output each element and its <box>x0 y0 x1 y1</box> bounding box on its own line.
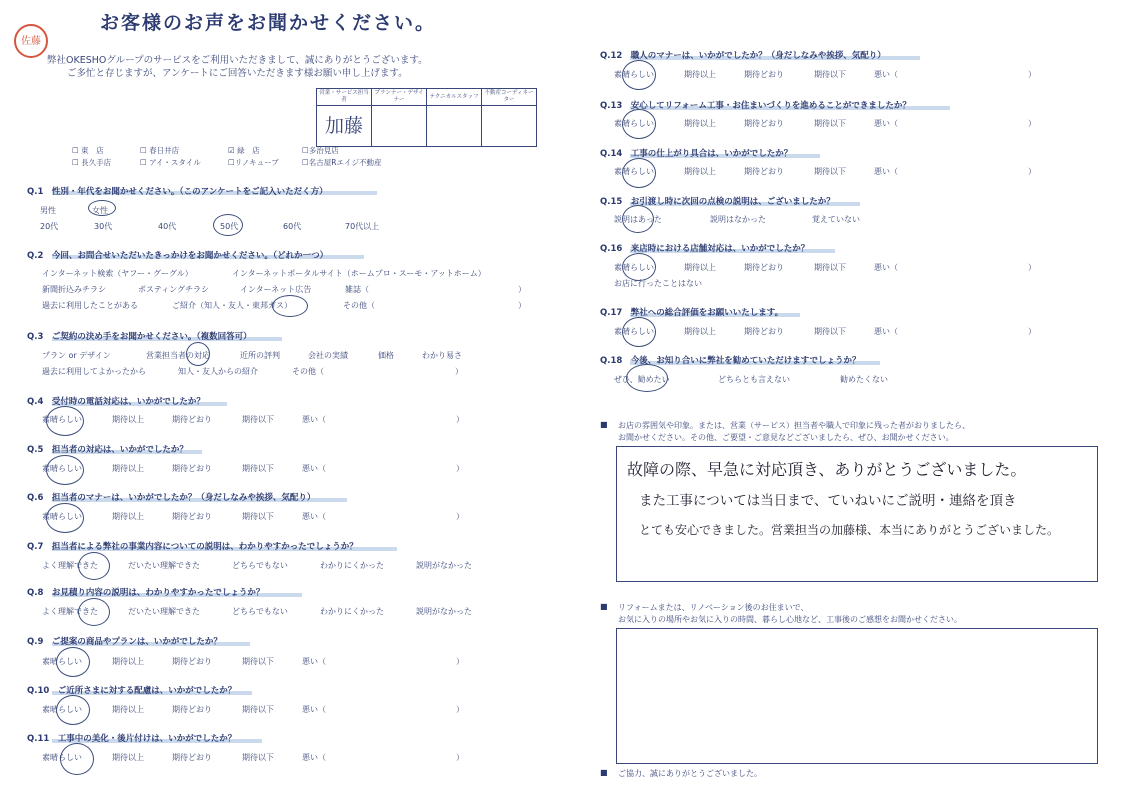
q12-excellent-circle <box>622 60 656 90</box>
q9-option-above[interactable]: 期待以上 <box>112 657 144 666</box>
staff-header-realestate: 不動産コーディネーター <box>482 89 537 106</box>
q11-option-above[interactable]: 期待以上 <box>112 753 144 762</box>
q6-option-above[interactable]: 期待以上 <box>112 512 144 521</box>
store-midori[interactable]: ☑ 緑 店 <box>228 146 260 155</box>
q6-option-below[interactable]: 期待以下 <box>242 512 274 521</box>
q17-option-excellent[interactable]: 素晴らしい <box>614 327 654 336</box>
staff-table <box>316 88 537 147</box>
q10-option-excellent[interactable]: 素晴らしい <box>42 705 82 714</box>
q13-excellent-circle <box>622 109 656 139</box>
q17-title: Q.17 弊社への総合評価をお願いいたします。 <box>600 308 784 318</box>
q6-option-excellent[interactable]: 素晴らしい <box>42 512 82 521</box>
q3-option-past-good[interactable]: 過去に利用してよかったから <box>42 367 146 376</box>
q17-option-bad[interactable]: 悪い（ <box>874 327 898 336</box>
q18-option-recommend[interactable]: ぜひ、勧めたい <box>614 375 670 384</box>
q6-excellent-circle <box>46 503 84 533</box>
q4-option-expected[interactable]: 期待どおり <box>172 415 212 424</box>
q3-sales-circle <box>186 342 210 366</box>
staff-planner-cell <box>372 106 427 147</box>
q5-option-below[interactable]: 期待以下 <box>242 464 274 473</box>
q14-option-bad[interactable]: 悪い（ <box>874 167 898 176</box>
q16-option-expected[interactable]: 期待どおり <box>744 263 784 272</box>
q10-title: Q.10 ご近所さまに対する配慮は、いかがでしたか？ <box>27 686 237 696</box>
q11-bad-close: ） <box>456 753 464 762</box>
comment1-box[interactable] <box>616 446 1098 582</box>
q2-option-posting[interactable]: ポスティングチラシ <box>138 285 210 294</box>
staff-header-planner: プランナー・デザイナー <box>372 89 427 106</box>
staff-technical-cell <box>427 106 482 147</box>
store-renocube[interactable]: ☐リノキューブ <box>228 158 279 167</box>
q17-option-above[interactable]: 期待以上 <box>684 327 716 336</box>
q16-bad-close: ） <box>1028 263 1036 272</box>
q6-option-bad[interactable]: 悪い（ <box>302 512 326 521</box>
q13-option-expected[interactable]: 期待どおり <box>744 119 784 128</box>
q11-excellent-circle <box>60 743 94 775</box>
q9-option-below[interactable]: 期待以下 <box>242 657 274 666</box>
comment2-bullet-icon: ■ <box>600 602 608 611</box>
q14-bad-close: ） <box>1028 167 1036 176</box>
q9-bad-close: ） <box>456 657 464 666</box>
q6-bad-close: ） <box>456 512 464 521</box>
q4-title: Q.4 受付時の電話対応は、いかがでしたか？ <box>27 397 205 407</box>
q5-option-above[interactable]: 期待以上 <box>112 464 144 473</box>
q2-option-search[interactable]: インターネット検索（ヤフー・グーグル） <box>42 269 193 278</box>
q17-option-expected[interactable]: 期待どおり <box>744 327 784 336</box>
q14-excellent-circle <box>622 158 656 188</box>
q14-option-above[interactable]: 期待以上 <box>684 167 716 176</box>
q1-age-20[interactable]: 20代 <box>40 222 59 231</box>
q9-option-bad[interactable]: 悪い（ <box>302 657 326 666</box>
q5-option-excellent[interactable]: 素晴らしい <box>42 464 82 473</box>
q2-other-close: ） <box>518 301 526 310</box>
q13-bad-close: ） <box>1028 119 1036 128</box>
q17-excellent-circle <box>622 317 656 347</box>
q2-option-portal[interactable]: インターネットポータルサイト（ホームプロ・スーモ・アットホーム） <box>232 269 486 278</box>
q5-bad-close: ） <box>456 464 464 473</box>
q11-option-expected[interactable]: 期待どおり <box>172 753 212 762</box>
q2-magazine-close: ） <box>518 285 526 294</box>
comment1-bullet-icon: ■ <box>600 420 608 429</box>
staff-header-sales: 営業・サービス担当者 <box>317 89 372 106</box>
q7-understood-circle <box>78 552 110 580</box>
q10-option-bad[interactable]: 悪い（ <box>302 705 326 714</box>
q16-option-bad[interactable]: 悪い（ <box>874 263 898 272</box>
q2-option-referral[interactable]: ご紹介（知人・友人・東邦ガス） <box>172 301 292 310</box>
q10-bad-close: ） <box>456 705 464 714</box>
q10-option-below[interactable]: 期待以下 <box>242 705 274 714</box>
q12-option-bad[interactable]: 悪い（ <box>874 70 898 79</box>
q4-option-bad[interactable]: 悪い（ <box>302 415 326 424</box>
q11-option-bad[interactable]: 悪い（ <box>302 753 326 762</box>
comment1-line-3: とても安心できました。営業担当の加藤様、本当にありがとうございました。 <box>639 523 1060 537</box>
q5-option-expected[interactable]: 期待どおり <box>172 464 212 473</box>
q14-option-below[interactable]: 期待以下 <box>814 167 846 176</box>
q13-option-below[interactable]: 期待以下 <box>814 119 846 128</box>
q13-option-excellent[interactable]: 素晴らしい <box>614 119 654 128</box>
q1-age-30[interactable]: 30代 <box>94 222 113 231</box>
q7-option-mostly[interactable]: だいたい理解できた <box>128 561 200 570</box>
store-istyle[interactable]: ☐ アイ・スタイル <box>140 158 201 167</box>
comment2-prompt-2: お気に入りの場所やお気に入りの時間、暮らし心地など、工事後のご感想をお聞かせください。 <box>618 615 962 624</box>
q5-title: Q.5 担当者の対応は、いかがでしたか？ <box>27 445 188 455</box>
q13-option-bad[interactable]: 悪い（ <box>874 119 898 128</box>
q3-option-clarity[interactable]: わかり易さ <box>422 351 462 360</box>
q3-option-price[interactable]: 価格 <box>378 351 394 360</box>
q12-option-above[interactable]: 期待以上 <box>684 70 716 79</box>
q15-option-not-explained[interactable]: 説明はなかった <box>710 215 766 224</box>
q18-recommend-circle <box>626 364 668 392</box>
footer-thanks: ご協力、誠にありがとうございました。 <box>618 769 762 778</box>
q8-option-neutral[interactable]: どちらでもない <box>232 607 288 616</box>
store-nagoya-r-age[interactable]: ☐名古屋Rエイジ不動産 <box>302 158 382 167</box>
staff-realestate-cell <box>482 106 537 147</box>
q8-title: Q.8 お見積り内容の説明は、わかりやすかったでしょうか？ <box>27 588 265 598</box>
q2-referral-circle <box>272 295 308 317</box>
comment2-prompt-1: リフォームまたは、リノベーション後のお住まいで、 <box>618 603 809 612</box>
q16-title: Q.16 来店時における店舗対応は、いかがでしたか？ <box>600 244 810 254</box>
form-title: お客様のお声をお聞かせください。 <box>100 12 437 34</box>
q2-option-other[interactable]: その他（ <box>343 301 375 310</box>
q1-age-70[interactable]: 70代以上 <box>345 222 380 231</box>
q10-option-above[interactable]: 期待以上 <box>112 705 144 714</box>
q7-option-none[interactable]: 説明がなかった <box>416 561 472 570</box>
q3-option-plan[interactable]: プラン or デザイン <box>42 351 111 360</box>
q18-option-not-recommend[interactable]: 勧めたくない <box>840 375 888 384</box>
q16-option-excellent[interactable]: 素晴らしい <box>614 263 654 272</box>
q5-excellent-circle <box>46 455 84 485</box>
q17-option-below[interactable]: 期待以下 <box>814 327 846 336</box>
q5-option-bad[interactable]: 悪い（ <box>302 464 326 473</box>
q2-option-past-user[interactable]: 過去に利用したことがある <box>42 301 138 310</box>
q12-bad-close: ） <box>1028 70 1036 79</box>
q2-option-newspaper[interactable]: 新聞折込みチラシ <box>42 285 106 294</box>
q4-excellent-circle <box>46 406 84 436</box>
q1-female-circle <box>88 200 116 216</box>
store-tajimi[interactable]: ☐多治見店 <box>302 146 339 155</box>
q8-understood-circle <box>78 598 110 626</box>
q6-title: Q.6 担当者のマナーは、いかがでしたか？（身だしなみや挨拶、気配り） <box>27 493 316 503</box>
q4-option-excellent[interactable]: 素晴らしい <box>42 415 82 424</box>
q17-bad-close: ） <box>1028 327 1036 336</box>
q9-excellent-circle <box>56 647 90 677</box>
q16-excellent-circle <box>622 253 656 281</box>
staff-header-technical: テクニカルスタッフ <box>427 89 482 106</box>
q9-option-expected[interactable]: 期待どおり <box>172 657 212 666</box>
store-east[interactable]: ☐ 東 店 <box>72 146 104 155</box>
q1-age-40[interactable]: 40代 <box>158 222 177 231</box>
q12-option-excellent[interactable]: 素晴らしい <box>614 70 654 79</box>
q3-other-close: ） <box>455 367 463 376</box>
q8-option-mostly[interactable]: だいたい理解できた <box>128 607 200 616</box>
q4-option-above[interactable]: 期待以上 <box>112 415 144 424</box>
q3-option-record[interactable]: 会社の実績 <box>308 351 348 360</box>
q1-age-60[interactable]: 60代 <box>283 222 302 231</box>
q16-option-never-visited[interactable]: お店に行ったことはない <box>614 279 702 288</box>
q9-option-excellent[interactable]: 素晴らしい <box>42 657 82 666</box>
q8-option-understood[interactable]: よく理解できた <box>42 607 98 616</box>
comment1-prompt-2: お聞かせください。その他、ご要望・ご意見などございましたら、ぜひ、お聞かせください。 <box>618 433 954 442</box>
q8-option-none[interactable]: 説明がなかった <box>416 607 472 616</box>
q2-option-web-ad[interactable]: インターネット広告 <box>240 285 312 294</box>
q11-option-excellent[interactable]: 素晴らしい <box>42 753 82 762</box>
q11-option-below[interactable]: 期待以下 <box>242 753 274 762</box>
q14-option-expected[interactable]: 期待どおり <box>744 167 784 176</box>
q13-option-above[interactable]: 期待以上 <box>684 119 716 128</box>
store-nagakute[interactable]: ☐ 長久手店 <box>72 158 112 167</box>
q1-age-50-circle <box>213 214 243 236</box>
q3-option-friend[interactable]: 知人・友人からの紹介 <box>178 367 258 376</box>
q1-title: Q.1 性別・年代をお聞かせください。（このアンケートをご記入いただく方） <box>27 187 328 197</box>
q3-option-reputation[interactable]: 近所の評判 <box>240 351 280 360</box>
q15-explained-circle <box>622 205 654 233</box>
comment2-box[interactable] <box>616 628 1098 764</box>
q7-title: Q.7 担当者による弊社の事業内容についての説明は、わかりやすかったでしょうか？ <box>27 542 358 552</box>
store-kasugai[interactable]: ☐ 春日井店 <box>140 146 180 155</box>
intro-line-2: ご多忙と存じますが、アンケートにご回答いただきます様お願い申し上げます。 <box>67 68 408 79</box>
q12-option-below[interactable]: 期待以下 <box>814 70 846 79</box>
q12-title: Q.12 職人のマナーは、いかがでしたか？（身だしなみや挨拶、気配り） <box>600 51 886 61</box>
q18-title: Q.18 今後、お知り合いに弊社を勧めていただけますでしょうか？ <box>600 356 861 366</box>
q7-option-unclear[interactable]: わかりにくかった <box>320 561 384 570</box>
q1-female[interactable]: 女性 <box>92 206 108 215</box>
q7-option-neutral[interactable]: どちらでもない <box>232 561 288 570</box>
q12-option-expected[interactable]: 期待どおり <box>744 70 784 79</box>
q13-title: Q.13 安心してリフォーム工事・お住まいづくりを進めることができましたか？ <box>600 101 911 111</box>
q11-title: Q.11 工事中の美化・後片付けは、いかがでしたか？ <box>27 734 237 744</box>
q15-option-dont-remember[interactable]: 覚えていない <box>812 215 860 224</box>
staff-sales-name: 加藤 <box>317 106 372 147</box>
comment1-line-1: 故障の際、早急に対応頂き、ありがとうございました。 <box>627 460 1027 479</box>
intro-line-1: 弊社OKESHOグループのサービスをご利用いただきまして、誠にありがとうございます。 <box>47 55 428 66</box>
q3-option-other[interactable]: その他（ <box>292 367 324 376</box>
q15-option-explained[interactable]: 説明はあった <box>614 215 662 224</box>
q1-male[interactable]: 男性 <box>40 206 56 215</box>
q2-option-magazine[interactable]: 雑誌（ <box>345 285 369 294</box>
seal-stamp: 佐藤 <box>14 24 48 58</box>
q9-title: Q.9 ご提案の商品やプランは、いかがでしたか？ <box>27 637 222 647</box>
comment1-line-2: また工事については当日まで、ていねいにご説明・連絡を頂き <box>639 493 1017 509</box>
q8-option-unclear[interactable]: わかりにくかった <box>320 607 384 616</box>
q15-title: Q.15 お引渡し時に次回の点検の説明は、ございましたか？ <box>600 197 835 207</box>
q10-option-expected[interactable]: 期待どおり <box>172 705 212 714</box>
q16-option-below[interactable]: 期待以下 <box>814 263 846 272</box>
q7-option-understood[interactable]: よく理解できた <box>42 561 98 570</box>
q4-option-below[interactable]: 期待以下 <box>242 415 274 424</box>
footer-bullet-icon: ■ <box>600 768 608 777</box>
q2-title: Q.2 今回、お問合せいただいたきっかけをお聞かせください。（どれか一つ） <box>27 251 329 261</box>
q1-age-50[interactable]: 50代 <box>220 222 239 231</box>
q3-title: Q.3 ご契約の決め手をお聞かせください。（複数回答可） <box>27 332 252 342</box>
q3-option-sales-staff[interactable]: 営業担当者の対応 <box>146 351 210 360</box>
q10-excellent-circle <box>56 695 90 725</box>
q14-option-excellent[interactable]: 素晴らしい <box>614 167 654 176</box>
q18-option-neutral[interactable]: どちらとも言えない <box>718 375 790 384</box>
q14-title: Q.14 工事の仕上がり具合は、いかがでしたか？ <box>600 149 793 159</box>
q6-option-expected[interactable]: 期待どおり <box>172 512 212 521</box>
q16-option-above[interactable]: 期待以上 <box>684 263 716 272</box>
q4-bad-close: ） <box>456 415 464 424</box>
comment1-prompt-1: お店の雰囲気や印象。または、営業（サービス）担当者や職人で印象に残った者がおりましたら、 <box>618 421 970 430</box>
